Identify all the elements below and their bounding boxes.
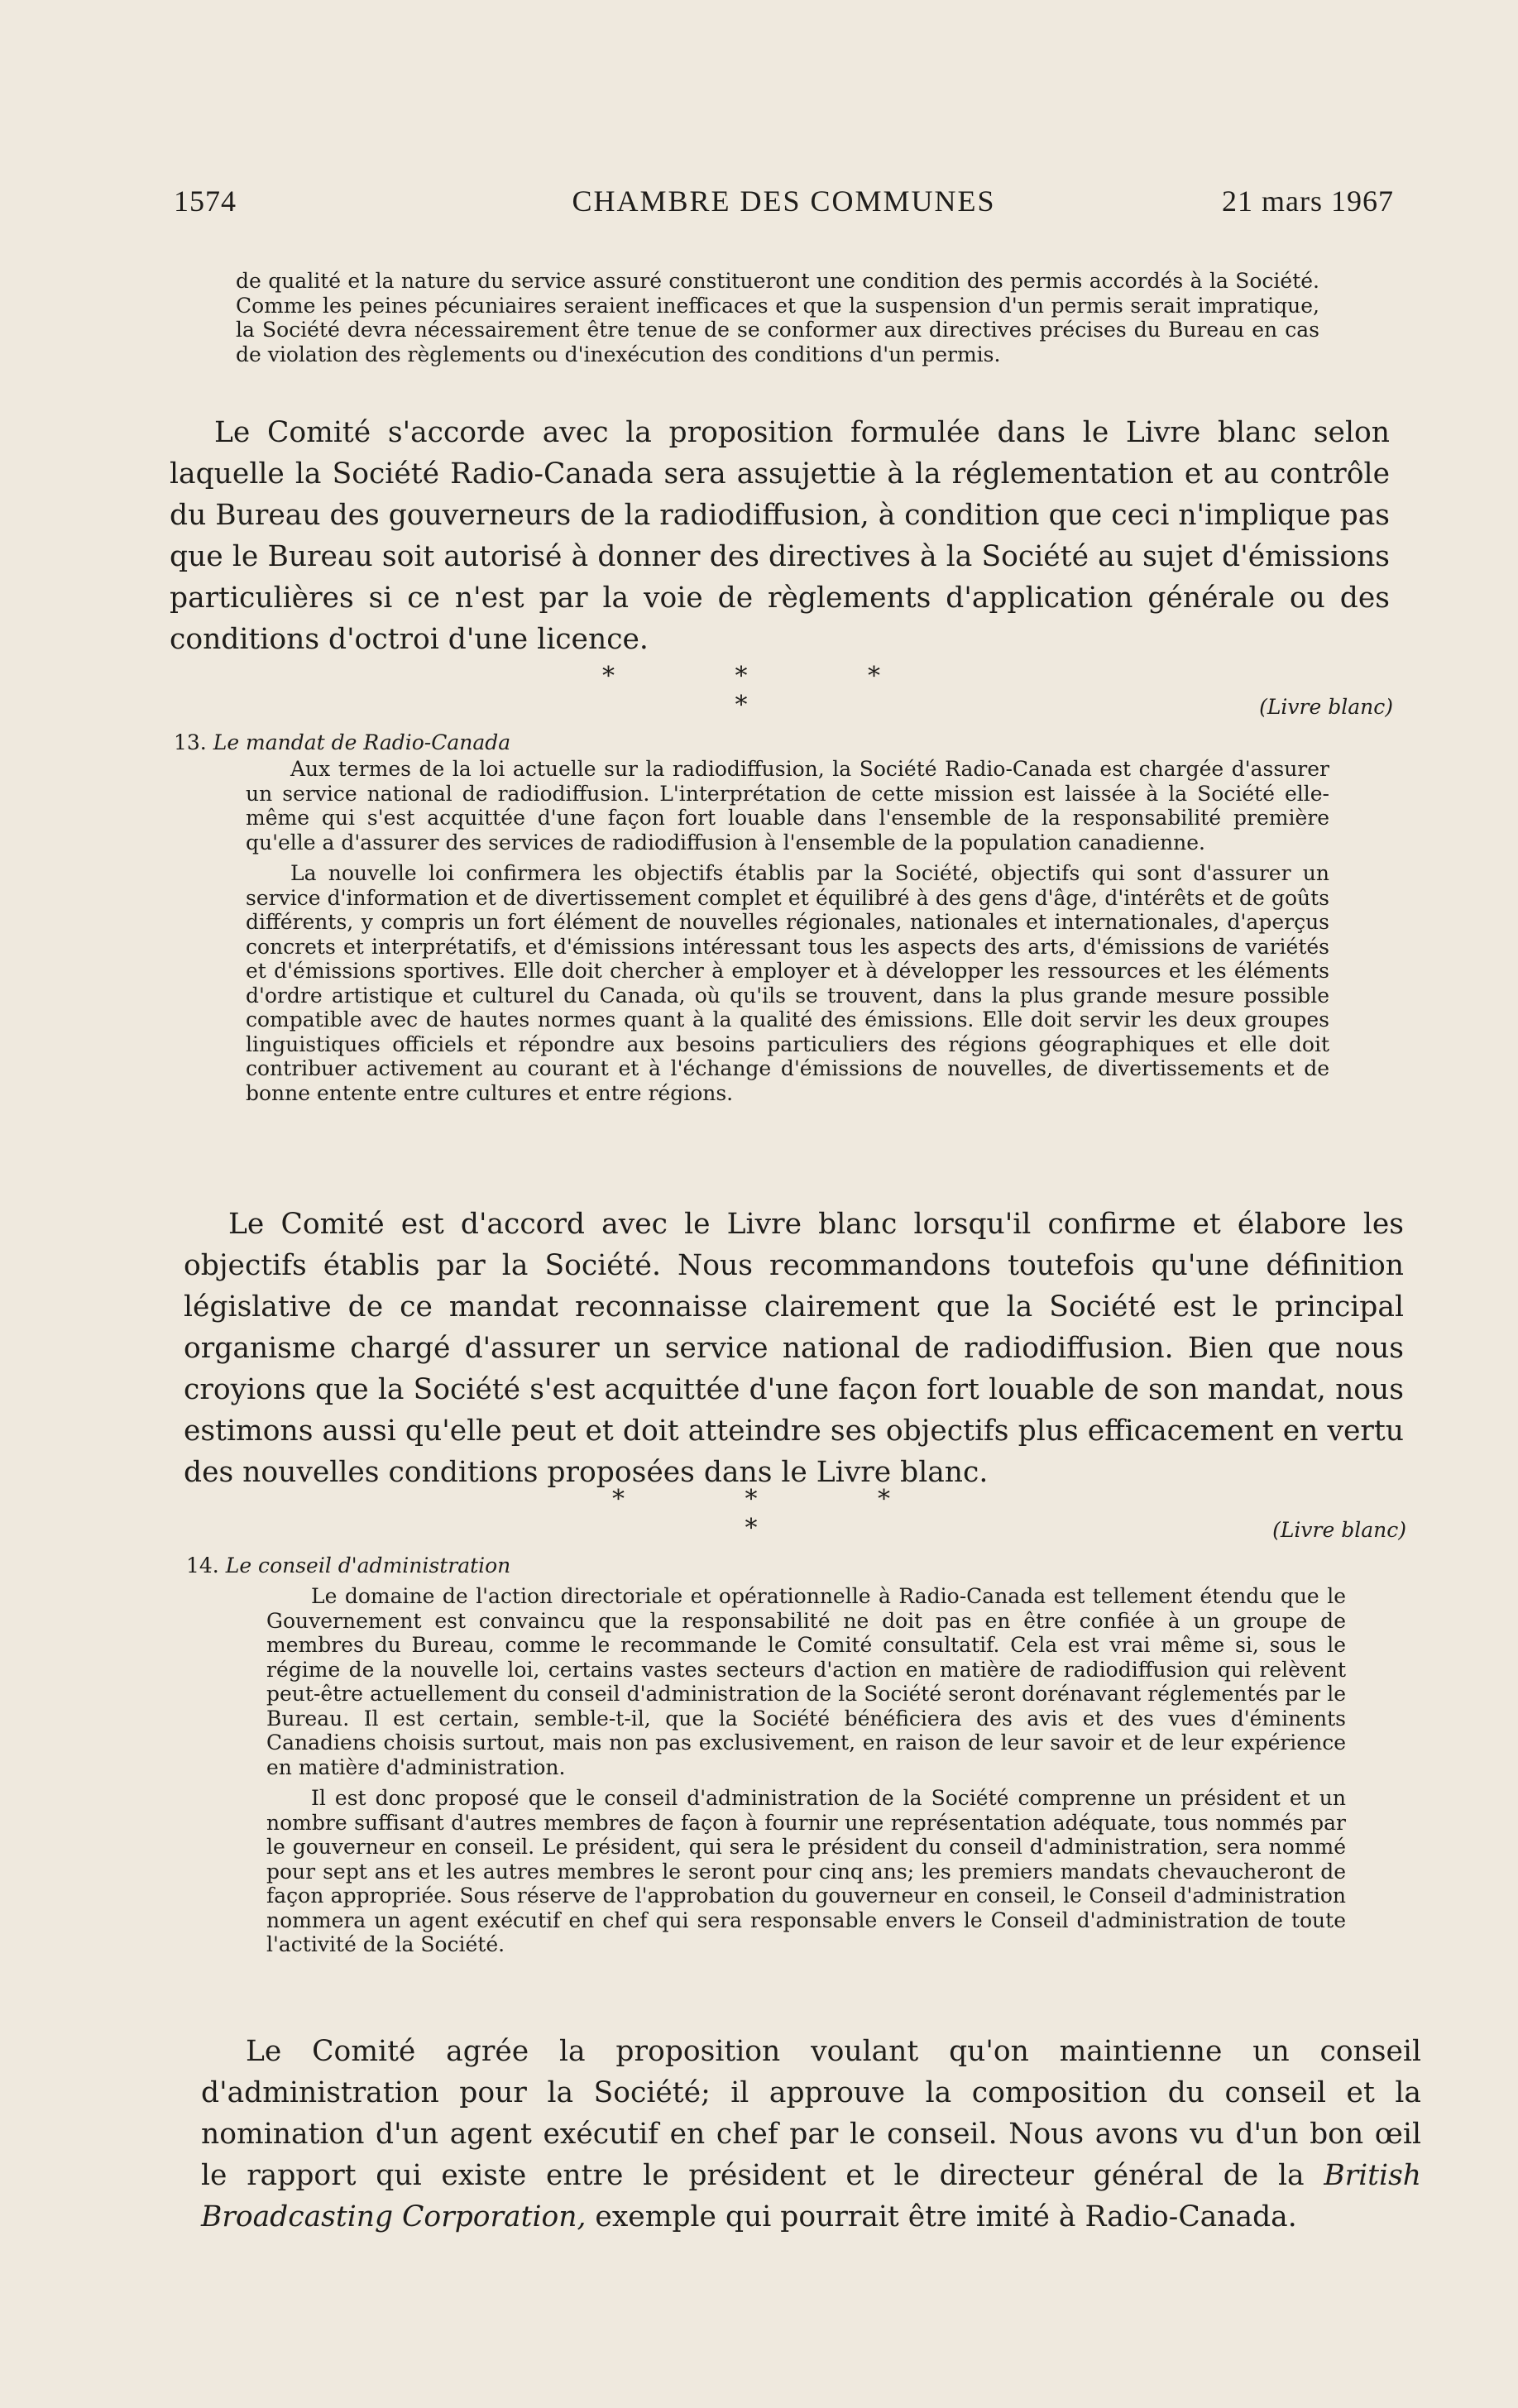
committee-paragraph-1: Le Comité s'accorde avec la proposition formulée dans le Livre blanc selon laquelle la Société Radio-Canada sera assujettie à la réglementation et au contrôle du Bureau des gouverneurs de la radiodiffusion, à condition que ceci n'implique pas que le Bureau soit autorisé à donner des directives à la Société au sujet d'émissions particulières si ce n'est par la voie de règlements d'application générale ou des conditions d'octroi d'une licence. <box>170 416 1390 656</box>
chamber-title: CHAMBRE DES COMMUNES <box>572 184 996 218</box>
section-13-heading <box>174 730 918 754</box>
quote-paragraph: Il est donc proposé que le conseil d'administration de la Société comprenne un président et un nombre suffisant d'autres membres de façon à fournir une représentation adéquate, tous nommés par le gouverneur en conseil. Le président, qui sera le président du conseil d'administration, sera nommé pour sept ans et les autres membres le seront pour cinq ans; les premiers mandats chevaucheront de façon appropriée. Sous réserve de l'approbation du gouverneur en conseil, le Conseil d'administration nommera un agent exécutif en chef qui sera responsable envers le Conseil d'administration de toute l'activité de la Société. <box>266 1786 1346 1956</box>
source-label-1: (Livre blanc) <box>1259 695 1393 719</box>
quote-paragraph: Le domaine de l'action directoriale et opérationnelle à Radio-Canada est tellement étendu que le Gouvernement est convaincu que la responsabilité ne doit pas en être confiée à un groupe de membres du Bureau, comme le recommande le Comité consultatif. Cela est vrai même si, sous le régime de la nouvelle loi, certains vastes secteurs d'action en matière de radiodiffusion qui relèvent peut-être actuellement du conseil d'administration de la Société seront dorénavant réglementés par le Bureau. Il est certain, semble-t-il, que la Société bénéficiera des avis et des vues d'éminents Canadiens choisis surtout, mais non pas exclusivement, en raison de leur savoir et de leur expérience en matière d'administration. <box>266 1584 1346 1779</box>
committee-paragraph-2: Le Comité est d'accord avec le Livre blanc lorsqu'il confirme et élabore les objectifs établis par la Société. Nous recommandons toutefois qu'une définition législative de ce mandat reconnaisse clairement que la Société est le principal organisme chargé d'assurer un service national de radiodiffusion. Bien que nous croyions que la Société s'est acquittée d'une façon fort louable de son mandat, nous estimons aussi qu'elle peut et doit atteindre ses objectifs plus efficacement en vertu des nouvelles conditions proposées dans le Livre blanc. <box>184 1208 1404 1489</box>
header-date: 21 mars 1967 <box>1222 184 1394 218</box>
section-14-heading <box>186 1553 931 1577</box>
section-title: Le mandat de Radio-Canada <box>213 730 511 754</box>
section-14-quote <box>266 1584 1346 1964</box>
committee-paragraph-3: Le Comité agrée la proposition voulant qu'on maintienne un conseil d'administration pour la Société; il approuve la composition du conseil et la nomination d'un agent exécutif en chef par le conseil. Nous avons vu d'un bon œil le rapport qui existe entre le président et le directeur général de la British Broadcasting Corporation, exemple qui pourrait être imité à Radio-Canada. <box>201 2035 1421 2233</box>
quote-paragraph: La nouvelle loi confirmera les objectifs établis par la Société, objectifs qui sont d'assurer un service d'information et de divertissement complet et équilibré à des gens d'âge, d'intérêts et de goûts différents, y compris un fort élément de nouvelles régionales, nationales et internationales, d'aperçus concrets et interprétatifs, et d'émissions intéressant tous les aspects des arts, d'émissions de variétés et d'émissions sportives. Elle doit chercher à employer et à développer les ressources et les éléments d'ordre artistique et culturel du Canada, où qu'ils se trouvent, dans la plus grande mesure possible compatible avec de hautes normes quant à la qualité des émissions. Elle doit servir les deux groupes linguistiques officiels et répondre aux besoins particuliers des régions géographiques et elle doit contribuer activement au courant et à l'échange d'émissions de nouvelles, de divertissements et de bonne entente entre cultures et entre régions. <box>246 861 1329 1105</box>
source-label-2: (Livre blanc) <box>1272 1518 1406 1542</box>
italic-organization-name: British Broadcasting Corporation, <box>201 2159 1421 2233</box>
quote-paragraph: Aux termes de la loi actuelle sur la radiodiffusion, la Société Radio-Canada est chargée d'assurer un service national de radiodiffusion. L'interprétation de cette mission est laissée à la Société elle-même qui s'est acquittée d'une façon fort louable dans l'ensemble de la responsabilité première qu'elle a d'assurer des services de radiodiffusion à l'ensemble de la population canadienne. <box>246 757 1329 855</box>
section-number: 14. <box>186 1553 219 1577</box>
page-header <box>174 184 1394 225</box>
page-number: 1574 <box>174 184 237 218</box>
section-13-quote <box>246 757 1329 1112</box>
section-separator-2: * * * * <box>611 1485 947 1543</box>
section-title: Le conseil d'administration <box>225 1553 511 1577</box>
section-separator-1: * * * * <box>601 662 937 720</box>
section-number: 13. <box>174 730 207 754</box>
quoted-paragraph-continued: de qualité et la nature du service assuré constitueront une condition des permis accordés à la Société. Comme les peines pécuniaires seraient inefficaces et que la suspension d'un permis serait impratique, la Société devra nécessairement être tenue de se conformer aux directives précises du Bureau en cas de violation des règlements ou d'inexécution des conditions d'un permis. <box>236 269 1319 366</box>
